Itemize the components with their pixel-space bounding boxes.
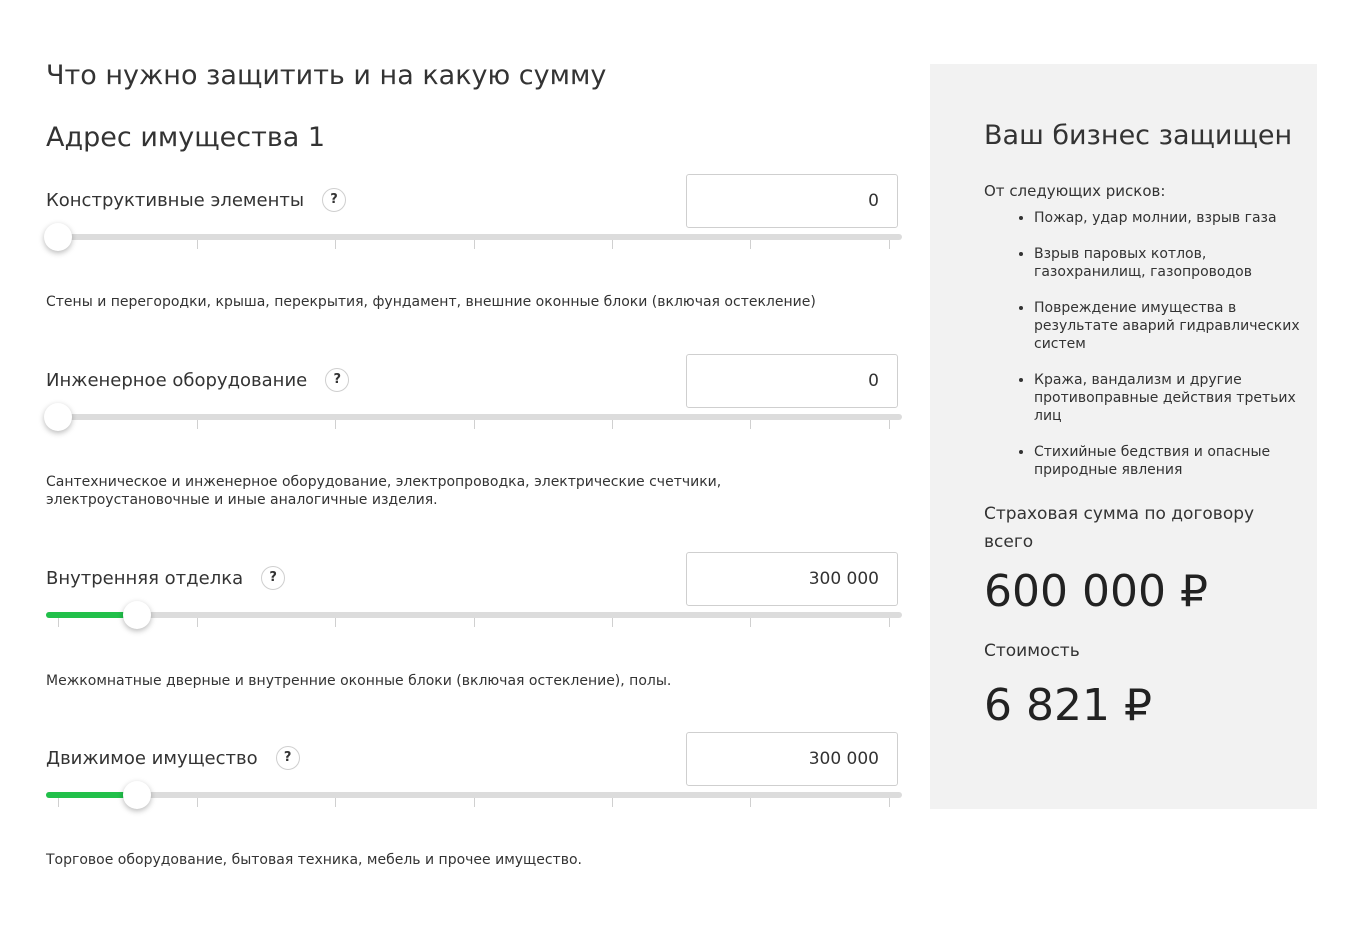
risks-list (1034, 209, 1309, 497)
amount-slider[interactable] (46, 790, 902, 810)
slider-tick (474, 798, 475, 807)
slider-tick (197, 798, 198, 807)
risk-item: • Взрыв паровых котлов, газохранилищ, газопроводов (1034, 245, 1309, 281)
slider-tick (889, 420, 890, 429)
field-label: Конструктивные элементы (46, 189, 305, 211)
slider-tick (58, 618, 59, 627)
slider-tick (335, 420, 336, 429)
risk-item: • Стихийные бедствия и опасные природные явления (1034, 443, 1309, 479)
field-description: Межкомнатные дверные и внутренние оконные блоки (включая остекление), полы. (46, 673, 672, 689)
risk-item: • Повреждение имущества в результате аварий гидравлических систем (1034, 299, 1309, 353)
help-icon[interactable]: ? (261, 566, 285, 590)
slider-tick (750, 240, 751, 249)
slider-tick (197, 618, 198, 627)
amount-slider[interactable] (46, 232, 902, 252)
summary-panel (930, 64, 1317, 809)
amount-input[interactable] (686, 732, 898, 786)
slider-tick (750, 618, 751, 627)
cost-label: Стоимость (984, 641, 1080, 661)
risks-title: От следующих рисков: (984, 182, 1166, 200)
amount-slider[interactable] (46, 610, 902, 630)
amount-input[interactable] (686, 552, 898, 606)
field-description: Сантехническое и инженерное оборудование, электропроводка, электрические счетчики, электроустановочные и иные аналогичные изделия. (46, 474, 722, 508)
risk-item: • Кража, вандализм и другие противоправные действия третьих лиц (1034, 371, 1309, 425)
field-description: Торговое оборудование, бытовая техника, мебель и прочее имущество. (46, 852, 582, 868)
slider-tick (889, 240, 890, 249)
slider-tick (474, 618, 475, 627)
slider-tick (750, 420, 751, 429)
help-icon[interactable]: ? (276, 746, 300, 770)
amount-input[interactable] (686, 174, 898, 228)
slider-tick (197, 420, 198, 429)
slider-tick (889, 798, 890, 807)
slider-tick (335, 798, 336, 807)
insured-sum-label: Страховая сумма по договору всего (984, 504, 1255, 552)
slider-tick (612, 240, 613, 249)
slider-tick (58, 798, 59, 807)
slider-tick (335, 240, 336, 249)
field-label: Внутренняя отделка (46, 567, 244, 589)
slider-tick (612, 798, 613, 807)
cost-value: 6 821 ₽ (984, 680, 1152, 731)
help-icon[interactable]: ? (322, 188, 346, 212)
slider-tick (335, 618, 336, 627)
slider-thumb[interactable] (44, 223, 72, 251)
help-icon[interactable]: ? (325, 368, 349, 392)
property-address-title: Адрес имущества 1 (46, 122, 326, 153)
slider-tick (612, 420, 613, 429)
insured-sum-value: 600 000 ₽ (984, 566, 1208, 617)
slider-thumb[interactable] (123, 781, 151, 809)
amount-slider[interactable] (46, 412, 902, 432)
risk-item: • Пожар, удар молнии, взрыв газа (1034, 209, 1309, 227)
slider-tick (889, 618, 890, 627)
slider-tick (197, 240, 198, 249)
slider-tick (474, 420, 475, 429)
slider-tick (474, 240, 475, 249)
slider-thumb[interactable] (44, 403, 72, 431)
field-description: Стены и перегородки, крыша, перекрытия, фундамент, внешние оконные блоки (включая остекление) (46, 294, 816, 310)
amount-input[interactable] (686, 354, 898, 408)
slider-thumb[interactable] (123, 601, 151, 629)
slider-tick (750, 798, 751, 807)
summary-title: Ваш бизнес защищен (984, 120, 1293, 151)
slider-tick (612, 618, 613, 627)
field-label: Инженерное оборудование (46, 369, 308, 391)
field-label: Движимое имущество (46, 747, 258, 769)
page-title: Что нужно защитить и на какую сумму (46, 60, 607, 91)
